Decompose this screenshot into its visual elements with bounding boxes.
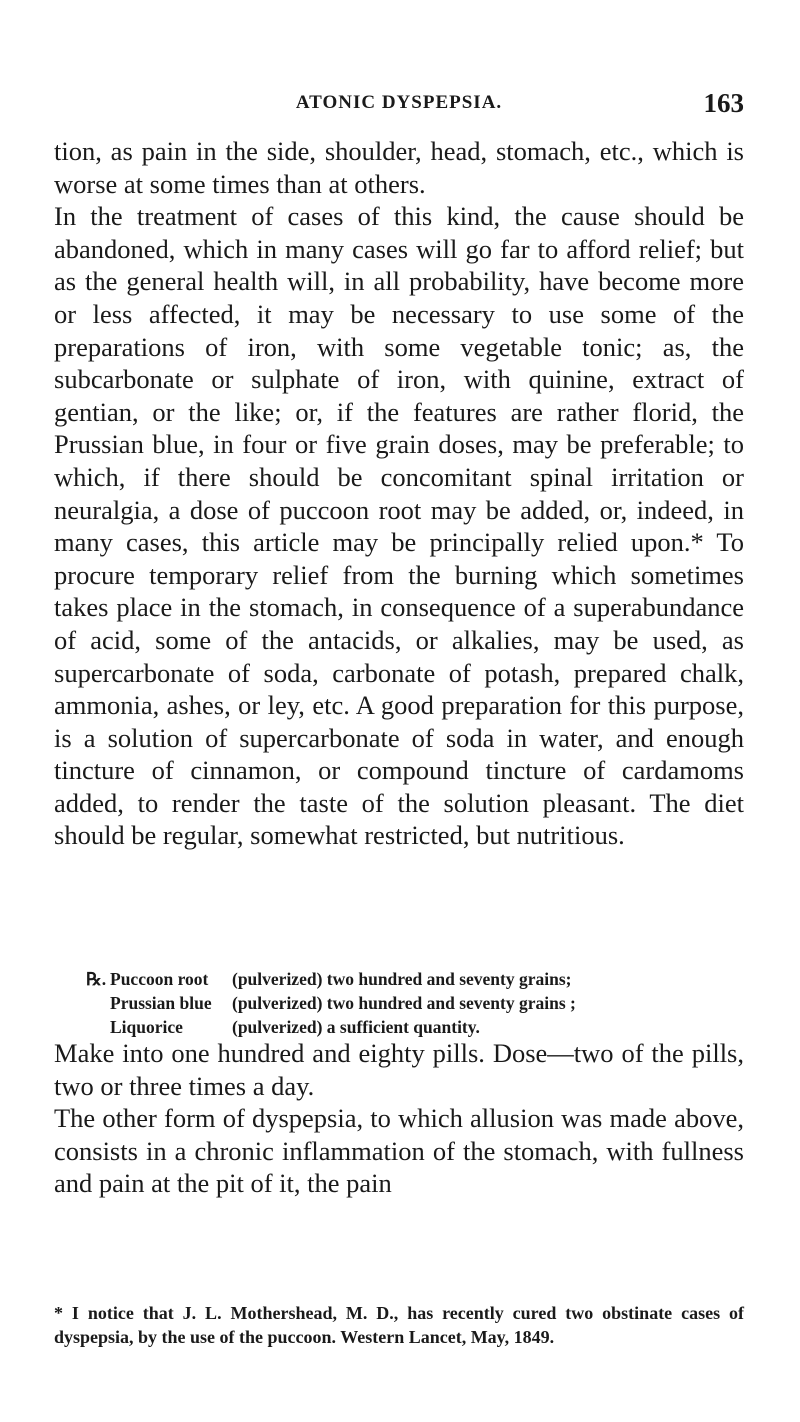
prescription-line <box>86 967 746 991</box>
recipe-symbol: ℞. <box>86 969 107 989</box>
ingredient-detail: (pulverized) two hundred and seventy grains; <box>232 969 572 989</box>
prescription-line <box>86 1015 746 1039</box>
prescription-block <box>86 967 746 1039</box>
ingredient-name: Liquorice <box>110 1017 183 1037</box>
ingredient-name: Puccoon root <box>110 969 209 989</box>
prescription-line <box>86 991 746 1015</box>
main-text-continued <box>54 1037 744 1200</box>
running-title: ATONIC DYSPEPSIA. <box>295 92 503 113</box>
page-header <box>54 88 744 128</box>
paragraph-other-form: The other form of dyspepsia, to which allusion was made above, consists in a chronic inflammation of the stomach, with fullness and pain at the pit of it, the pain <box>54 1103 744 1199</box>
ingredient-name: Prussian blue <box>110 993 212 1013</box>
ingredient-detail: (pulverized) a sufficient quantity. <box>232 1017 480 1037</box>
ingredient-detail: (pulverized) two hundred and seventy grains ; <box>232 993 576 1013</box>
paragraph-dosage: Make into one hundred and eighty pills. Dose—two of the pills, two or three times a day. <box>54 1038 744 1101</box>
paragraph-continuation: tion, as pain in the side, shoulder, head, stomach, etc., which is worse at some times than at others. <box>54 136 744 199</box>
main-text <box>54 135 744 852</box>
page-number: 163 <box>703 88 744 118</box>
paragraph-treatment: In the treatment of cases of this kind, the cause should be abandoned, which in many cases will go far to afford relief; but as the general health will, in all probability, have become more or less affected, it may be necessary to use some of the preparations of iron, with some vegetable tonic; as, the subcarbonate or sulphate of iron, with quinine, extract of gentian, or the like; or, if the features are rather florid, the Prussian blue, in four or five grain doses, may be preferable; to which, if there should be concomitant spinal irritation or neuralgia, a dose of puccoon root may be added, or, indeed, in many cases, this article may be principally relied upon.* To procure temporary relief from the burning which sometimes takes place in the stomach, in consequence of a superabundance of acid, some of the antacids, or alkalies, may be used, as supercarbonate of soda, carbonate of potash, prepared chalk, ammonia, ashes, or ley, etc. A good preparation for this purpose, is a solution of supercarbonate of soda in water, and enough tincture of cinnamon, or compound tincture of cardamoms added, to render the taste of the solution pleasant. The diet should be regular, somewhat restricted, but nutritious. <box>54 201 744 851</box>
footnote: * I notice that J. L. Mothershead, M. D., has recently cured two obstinate cases of dyspepsia, by the use of the puccoon. Western Lancet, May, 1849. <box>54 1303 744 1347</box>
